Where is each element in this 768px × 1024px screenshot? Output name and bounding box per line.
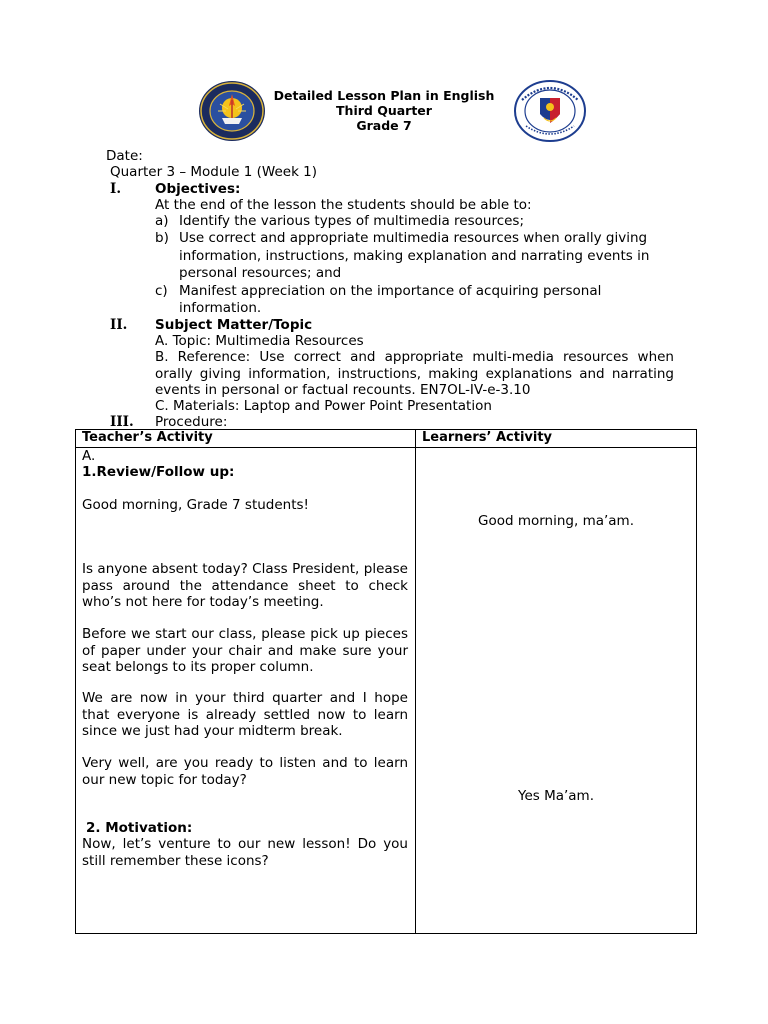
review-heading: 1.Review/Follow up:	[82, 464, 235, 480]
teacher-line: Before we start our class, please pick up pieces of paper under your chair and make sure your seat belongs to its proper column.	[82, 626, 408, 675]
learner-line: Yes Ma’am.	[517, 788, 594, 804]
subject-materials: C. Materials: Laptop and Power Point Presentation	[155, 398, 492, 414]
table-header-row	[76, 430, 697, 448]
motivation-heading: 2. Motivation:	[86, 820, 193, 836]
objectives-numeral: I.	[110, 181, 122, 197]
teacher-line: Is anyone absent today? Class President, please pass around the attendance sheet to check who’s not here for today’s meeting.	[82, 561, 408, 610]
subject-numeral: II.	[110, 317, 128, 333]
objective-label: b)	[155, 230, 169, 246]
objective-text: Manifest appreciation on the importance of acquiring personal information.	[179, 283, 602, 316]
procedure-part: A.	[82, 448, 96, 464]
deped-seal-logo	[514, 80, 586, 142]
objective-label: a)	[155, 213, 169, 229]
objective-text: Use correct and appropriate multimedia resources when orally giving information, instructions, making explanation and narrating events in personal resources; and	[179, 230, 650, 281]
objective-label: c)	[155, 283, 168, 299]
subject-heading: Subject Matter/Topic	[155, 317, 313, 333]
teacher-line: Now, let’s venture to our new lesson! Do you still remember these icons?	[82, 836, 408, 869]
subject-reference: B. Reference: Use correct and appropriate multi-media resources when orally giving information, instructions, making explanations and narrating events in personal or factual recounts. EN7OL-IV-e-3.10	[155, 349, 674, 398]
teacher-line: Good morning, Grade 7 students!	[82, 497, 309, 513]
date-label: Date:	[106, 148, 143, 164]
document-header	[0, 80, 768, 144]
school-seal-logo	[198, 80, 266, 142]
procedure-table	[75, 429, 697, 934]
table-row	[76, 448, 697, 934]
teacher-activity-header: Teacher’s Activity	[76, 430, 416, 448]
learner-activity-header: Learners’ Activity	[416, 430, 697, 448]
document-title	[266, 88, 502, 133]
title-line-3: Grade 7	[356, 118, 412, 133]
module-line: Quarter 3 – Module 1 (Week 1)	[110, 164, 318, 180]
teacher-activity-cell	[76, 448, 416, 934]
title-line-2: Third Quarter	[336, 103, 432, 118]
subject-topic: A. Topic: Multimedia Resources	[155, 333, 364, 349]
procedure-numeral: III.	[110, 414, 134, 430]
objectives-intro: At the end of the lesson the students should be able to:	[155, 197, 532, 213]
learner-line: Good morning, ma’am.	[477, 513, 634, 529]
teacher-line: We are now in your third quarter and I hope that everyone is already settled now to learn since we just had your midterm break.	[82, 690, 408, 739]
teacher-line: Very well, are you ready to listen and to learn our new topic for today?	[82, 755, 408, 788]
title-line-1: Detailed Lesson Plan in English	[273, 88, 495, 103]
procedure-heading: Procedure:	[155, 414, 228, 430]
objectives-heading: Objectives:	[155, 181, 241, 197]
objective-text: Identify the various types of multimedia resources;	[179, 213, 525, 229]
learner-activity-cell	[416, 448, 697, 934]
